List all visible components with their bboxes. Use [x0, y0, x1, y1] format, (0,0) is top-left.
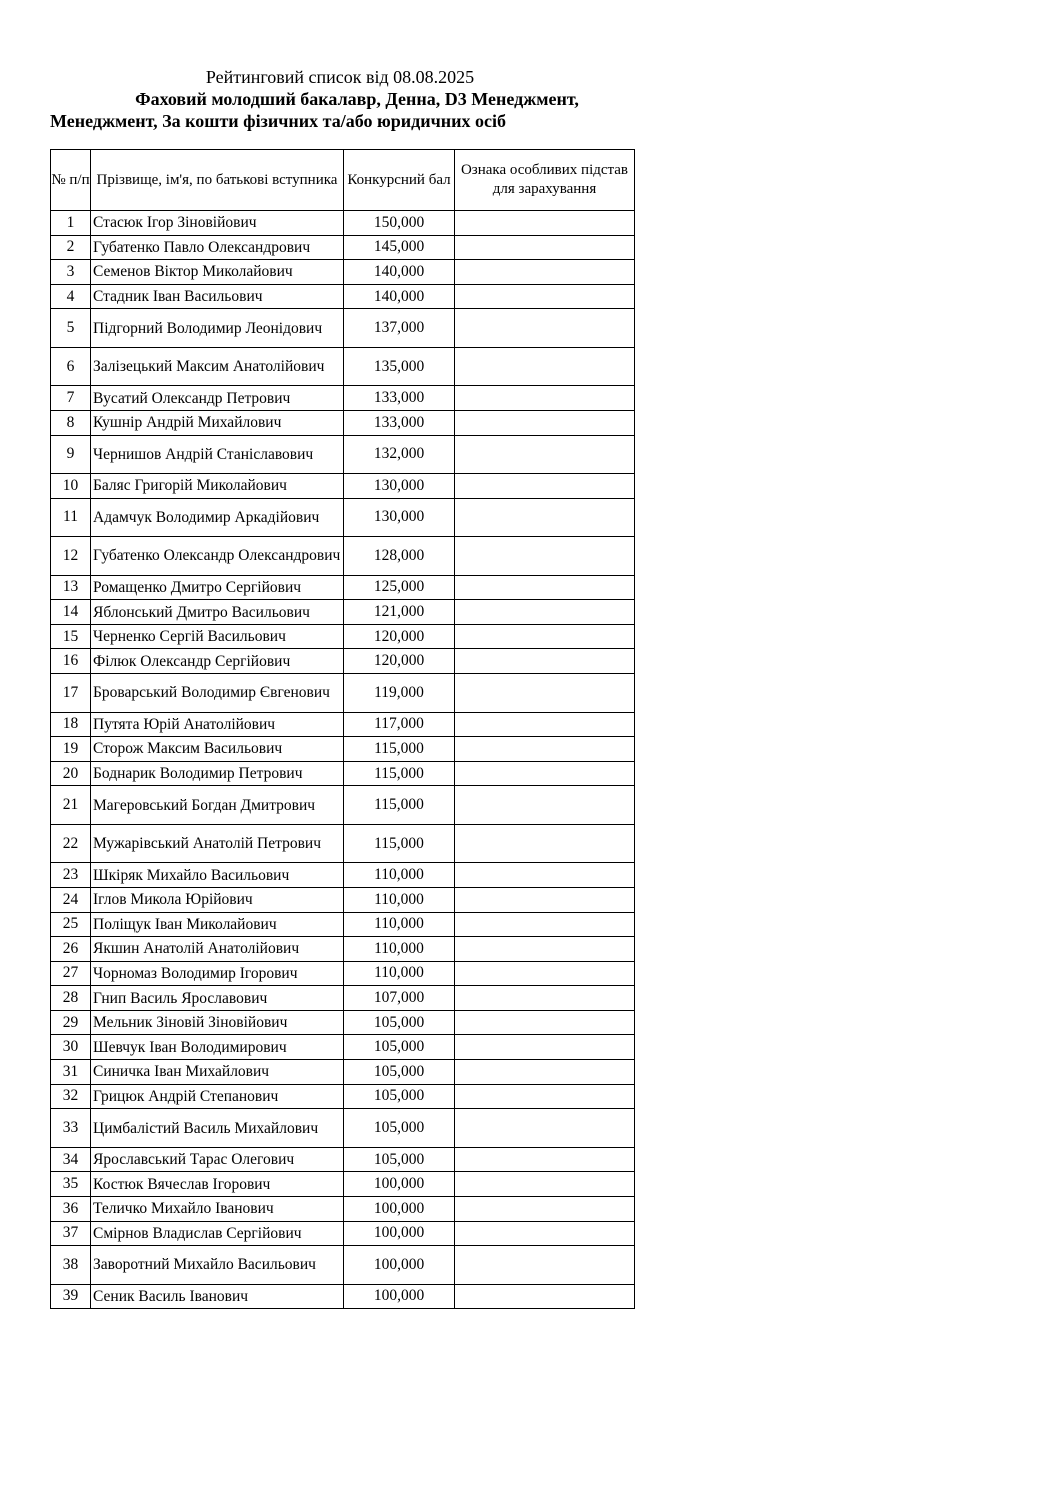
competition-score: 133,000: [344, 410, 455, 435]
competition-score: 133,000: [344, 386, 455, 411]
table-row: [51, 1172, 635, 1197]
competition-score: 140,000: [344, 284, 455, 309]
applicant-name: Філюк Олександр Сергійович: [91, 649, 344, 674]
applicant-name: Грицюк Андрій Степанович: [91, 1084, 344, 1109]
competition-score: 145,000: [344, 235, 455, 260]
competition-score: 128,000: [344, 537, 455, 576]
table-row: [51, 1035, 635, 1060]
col-header-number: № п/п: [51, 150, 91, 211]
row-number: 34: [51, 1147, 91, 1172]
competition-score: 130,000: [344, 474, 455, 499]
competition-score: 105,000: [344, 1147, 455, 1172]
rating-table: [50, 149, 635, 1309]
applicant-name: Поліщук Іван Миколайович: [91, 912, 344, 937]
table-row: [51, 1109, 635, 1148]
row-number: 12: [51, 537, 91, 576]
competition-score: 115,000: [344, 824, 455, 863]
row-number: 17: [51, 674, 91, 713]
special-grounds-mark: [455, 1284, 635, 1309]
table-row: [51, 887, 635, 912]
competition-score: 137,000: [344, 309, 455, 348]
competition-score: 110,000: [344, 937, 455, 962]
special-grounds-mark: [455, 712, 635, 737]
program-line-2: Менеджмент, За кошти фізичних та/або юридичних осіб: [50, 111, 506, 131]
table-row: [51, 498, 635, 537]
competition-score: 110,000: [344, 863, 455, 888]
row-number: 32: [51, 1084, 91, 1109]
row-number: 25: [51, 912, 91, 937]
applicant-name: Путята Юрій Анатолійович: [91, 712, 344, 737]
competition-score: 105,000: [344, 1060, 455, 1085]
special-grounds-mark: [455, 1246, 635, 1285]
special-grounds-mark: [455, 235, 635, 260]
applicant-name: Заворотний Михайло Васильович: [91, 1246, 344, 1285]
applicant-name: Адамчук Володимир Аркадійович: [91, 498, 344, 537]
competition-score: 110,000: [344, 961, 455, 986]
special-grounds-mark: [455, 761, 635, 786]
special-grounds-mark: [455, 824, 635, 863]
special-grounds-mark: [455, 386, 635, 411]
table-row: [51, 435, 635, 474]
row-number: 38: [51, 1246, 91, 1285]
table-row: [51, 1010, 635, 1035]
row-number: 31: [51, 1060, 91, 1085]
table-row: [51, 347, 635, 386]
special-grounds-mark: [455, 1010, 635, 1035]
competition-score: 110,000: [344, 912, 455, 937]
col-header-special-grounds: Ознака особливих підстав для зарахування: [455, 150, 635, 211]
row-number: 22: [51, 824, 91, 863]
program-line-1: Фаховий молодший бакалавр, Денна, D3 Менеджмент,: [135, 89, 579, 109]
row-number: 6: [51, 347, 91, 386]
competition-score: 125,000: [344, 575, 455, 600]
special-grounds-mark: [455, 674, 635, 713]
special-grounds-mark: [455, 211, 635, 236]
competition-score: 105,000: [344, 1035, 455, 1060]
special-grounds-mark: [455, 1035, 635, 1060]
special-grounds-mark: [455, 887, 635, 912]
special-grounds-mark: [455, 260, 635, 285]
competition-score: 115,000: [344, 761, 455, 786]
table-row: [51, 624, 635, 649]
competition-score: 115,000: [344, 737, 455, 762]
competition-score: 132,000: [344, 435, 455, 474]
special-grounds-mark: [455, 410, 635, 435]
row-number: 29: [51, 1010, 91, 1035]
applicant-name: Черненко Сергій Васильович: [91, 624, 344, 649]
table-row: [51, 649, 635, 674]
special-grounds-mark: [455, 284, 635, 309]
table-row: [51, 761, 635, 786]
applicant-name: Чернишов Андрій Станіславович: [91, 435, 344, 474]
applicant-name: Губатенко Павло Олександрович: [91, 235, 344, 260]
special-grounds-mark: [455, 498, 635, 537]
row-number: 4: [51, 284, 91, 309]
table-row: [51, 1196, 635, 1221]
row-number: 1: [51, 211, 91, 236]
special-grounds-mark: [455, 986, 635, 1011]
row-number: 3: [51, 260, 91, 285]
special-grounds-mark: [455, 737, 635, 762]
competition-score: 140,000: [344, 260, 455, 285]
table-row: [51, 824, 635, 863]
competition-score: 135,000: [344, 347, 455, 386]
competition-score: 120,000: [344, 649, 455, 674]
applicant-name: Стасюк Ігор Зіновійович: [91, 211, 344, 236]
applicant-name: Сторож Максим Васильович: [91, 737, 344, 762]
applicant-name: Мужарівський Анатолій Петрович: [91, 824, 344, 863]
competition-score: 105,000: [344, 1010, 455, 1035]
row-number: 18: [51, 712, 91, 737]
applicant-name: Синичка Іван Михайлович: [91, 1060, 344, 1085]
special-grounds-mark: [455, 937, 635, 962]
row-number: 10: [51, 474, 91, 499]
competition-score: 130,000: [344, 498, 455, 537]
special-grounds-mark: [455, 309, 635, 348]
col-header-score: Конкурсний бал: [344, 150, 455, 211]
document-title: Рейтинговий список від 08.08.2025: [205, 67, 475, 87]
row-number: 16: [51, 649, 91, 674]
special-grounds-mark: [455, 1060, 635, 1085]
table-row: [51, 1084, 635, 1109]
row-number: 15: [51, 624, 91, 649]
table-row: [51, 737, 635, 762]
row-number: 21: [51, 786, 91, 825]
competition-score: 105,000: [344, 1109, 455, 1148]
table-row: [51, 961, 635, 986]
applicant-name: Баляс Григорій Миколайович: [91, 474, 344, 499]
row-number: 28: [51, 986, 91, 1011]
competition-score: 100,000: [344, 1284, 455, 1309]
applicant-name: Кушнір Андрій Михайлович: [91, 410, 344, 435]
applicant-name: Чорномаз Володимир Ігорович: [91, 961, 344, 986]
row-number: 9: [51, 435, 91, 474]
row-number: 35: [51, 1172, 91, 1197]
row-number: 2: [51, 235, 91, 260]
row-number: 39: [51, 1284, 91, 1309]
table-row: [51, 937, 635, 962]
row-number: 23: [51, 863, 91, 888]
table-row: [51, 1284, 635, 1309]
competition-score: 100,000: [344, 1221, 455, 1246]
row-number: 24: [51, 887, 91, 912]
row-number: 36: [51, 1196, 91, 1221]
applicant-name: Семенов Віктор Миколайович: [91, 260, 344, 285]
table-row: [51, 786, 635, 825]
competition-score: 100,000: [344, 1172, 455, 1197]
applicant-name: Стадник Іван Васильович: [91, 284, 344, 309]
competition-score: 150,000: [344, 211, 455, 236]
row-number: 33: [51, 1109, 91, 1148]
table-row: [51, 912, 635, 937]
row-number: 7: [51, 386, 91, 411]
applicant-name: Ромащенко Дмитро Сергійович: [91, 575, 344, 600]
competition-score: 105,000: [344, 1084, 455, 1109]
special-grounds-mark: [455, 537, 635, 576]
competition-score: 100,000: [344, 1196, 455, 1221]
competition-score: 107,000: [344, 986, 455, 1011]
row-number: 26: [51, 937, 91, 962]
table-row: [51, 1060, 635, 1085]
competition-score: 117,000: [344, 712, 455, 737]
applicant-name: Шевчук Іван Володимирович: [91, 1035, 344, 1060]
applicant-name: Вусатий Олександр Петрович: [91, 386, 344, 411]
table-row: [51, 863, 635, 888]
table-row: [51, 260, 635, 285]
competition-score: 121,000: [344, 600, 455, 625]
table-row: [51, 600, 635, 625]
special-grounds-mark: [455, 1109, 635, 1148]
table-row: [51, 284, 635, 309]
applicant-name: Якшин Анатолій Анатолійович: [91, 937, 344, 962]
table-row: [51, 1246, 635, 1285]
special-grounds-mark: [455, 1147, 635, 1172]
competition-score: 115,000: [344, 786, 455, 825]
special-grounds-mark: [455, 1196, 635, 1221]
special-grounds-mark: [455, 1172, 635, 1197]
competition-score: 100,000: [344, 1246, 455, 1285]
applicant-name: Ярославський Тарас Олегович: [91, 1147, 344, 1172]
table-row: [51, 712, 635, 737]
applicant-name: Шкіряк Михайло Васильович: [91, 863, 344, 888]
row-number: 37: [51, 1221, 91, 1246]
applicant-name: Яблонський Дмитро Васильович: [91, 600, 344, 625]
table-row: [51, 1147, 635, 1172]
col-header-name: Прізвище, ім'я, по батькові вступника: [91, 150, 344, 211]
row-number: 20: [51, 761, 91, 786]
document-title-block: [40, 66, 640, 132]
table-row: [51, 537, 635, 576]
applicant-name: Підгорний Володимир Леонідович: [91, 309, 344, 348]
row-number: 19: [51, 737, 91, 762]
table-header-row: [51, 150, 635, 211]
row-number: 8: [51, 410, 91, 435]
row-number: 14: [51, 600, 91, 625]
row-number: 27: [51, 961, 91, 986]
special-grounds-mark: [455, 863, 635, 888]
competition-score: 119,000: [344, 674, 455, 713]
applicant-name: Смірнов Владислав Сергійович: [91, 1221, 344, 1246]
row-number: 11: [51, 498, 91, 537]
applicant-name: Броварський Володимир Євгенович: [91, 674, 344, 713]
table-row: [51, 386, 635, 411]
special-grounds-mark: [455, 961, 635, 986]
table-row: [51, 410, 635, 435]
competition-score: 110,000: [344, 887, 455, 912]
applicant-name: Залізецький Максим Анатолійович: [91, 347, 344, 386]
special-grounds-mark: [455, 786, 635, 825]
special-grounds-mark: [455, 1084, 635, 1109]
special-grounds-mark: [455, 575, 635, 600]
applicant-name: Боднарик Володимир Петрович: [91, 761, 344, 786]
row-number: 30: [51, 1035, 91, 1060]
table-row: [51, 211, 635, 236]
applicant-name: Мельник Зіновій Зіновійович: [91, 1010, 344, 1035]
table-row: [51, 575, 635, 600]
applicant-name: Губатенко Олександр Олександрович: [91, 537, 344, 576]
table-row: [51, 1221, 635, 1246]
table-row: [51, 474, 635, 499]
special-grounds-mark: [455, 912, 635, 937]
table-row: [51, 309, 635, 348]
table-row: [51, 986, 635, 1011]
special-grounds-mark: [455, 347, 635, 386]
applicant-name: Костюк Вячеслав Ігорович: [91, 1172, 344, 1197]
competition-score: 120,000: [344, 624, 455, 649]
row-number: 5: [51, 309, 91, 348]
row-number: 13: [51, 575, 91, 600]
special-grounds-mark: [455, 600, 635, 625]
special-grounds-mark: [455, 624, 635, 649]
applicant-name: Сеник Василь Іванович: [91, 1284, 344, 1309]
special-grounds-mark: [455, 474, 635, 499]
table-row: [51, 235, 635, 260]
table-row: [51, 674, 635, 713]
applicant-name: Цимбалістий Василь Михайлович: [91, 1109, 344, 1148]
applicant-name: Магеровський Богдан Дмитрович: [91, 786, 344, 825]
applicant-name: Теличко Михайло Іванович: [91, 1196, 344, 1221]
applicant-name: Гнип Василь Ярославович: [91, 986, 344, 1011]
special-grounds-mark: [455, 1221, 635, 1246]
special-grounds-mark: [455, 435, 635, 474]
special-grounds-mark: [455, 649, 635, 674]
applicant-name: Іглов Микола Юрійович: [91, 887, 344, 912]
